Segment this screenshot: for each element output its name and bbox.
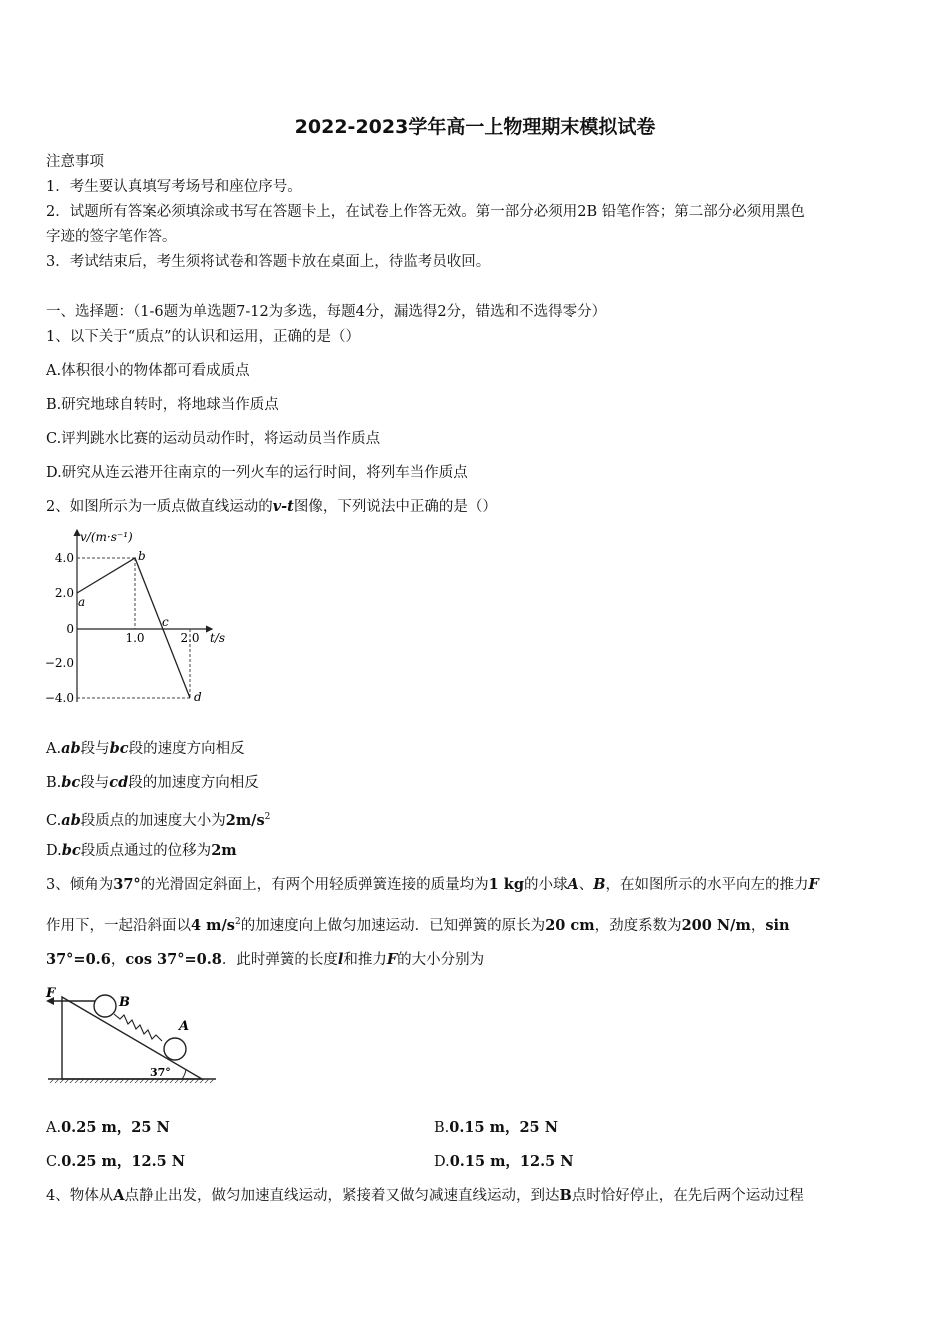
q4-stem: 4、物体从A点静止出发，做匀加速直线运动，紧接着又做匀减速直线运动，到达B点时恰好停止，在先后两个运动过程 bbox=[46, 1187, 804, 1204]
x-axis-label: t/s bbox=[210, 631, 226, 645]
ball-b-label: B bbox=[119, 995, 130, 1010]
section-heading: 一、选择题：（1-6题为单选题7-12为多选，每题4分，漏选得2分，错选和不选得零分） bbox=[46, 304, 607, 320]
q3-stem-line2: 作用下，一起沿斜面以4 $m/s^2$的加速度向上做匀加速运动．已知弹簧的原长为20 cm，劲度系数为200 N/m，sin bbox=[46, 916, 790, 934]
q2-option-c: C.ab段质点的加速度大小为$2m/s^2$ bbox=[46, 811, 271, 829]
notice-item-2-cont: 字迹的签字笔作答。 bbox=[46, 229, 177, 245]
ball-b bbox=[94, 995, 116, 1017]
x-tick-1: 1.0 bbox=[125, 631, 145, 645]
y-axis-label: v/(m·s⁻¹) bbox=[80, 530, 133, 544]
x-tick-2: 2.0 bbox=[180, 631, 200, 645]
force-label: F bbox=[46, 986, 56, 1001]
incline-block bbox=[62, 997, 202, 1079]
q3-option-a: A.0.25 m，25 N bbox=[46, 1119, 170, 1136]
q1-stem: 1、以下关于“质点”的认识和运用，正确的是（） bbox=[46, 329, 361, 345]
angle-arc bbox=[182, 1069, 186, 1079]
q2-option-d: D.bc段质点通过的位移为2m bbox=[46, 842, 237, 859]
vt-line bbox=[77, 558, 190, 698]
point-d: d bbox=[194, 690, 202, 704]
q3-stem-line3: 37°=0.6，cos 37°=0.8．此时弹簧的长度l和推力F的大小分别为 bbox=[46, 951, 485, 968]
q2-stem-post: 图像，下列说法中正确的是（） bbox=[293, 499, 497, 515]
q3-option-b: B.0.15 m，25 N bbox=[434, 1119, 558, 1136]
notice-item-2: 2．试题所有答案必须填涂或书写在答题卡上，在试卷上作答无效。第一部分必须用2B 铅笔作答；第二部分必须用黑色 bbox=[46, 204, 805, 220]
y-tick-0: 0 bbox=[66, 622, 74, 636]
y-tick-4: 4.0 bbox=[54, 551, 74, 565]
q1-option-b: B.研究地球自转时，将地球当作质点 bbox=[46, 397, 279, 413]
page-title: 2022-2023学年高一上物理期末模拟试卷 bbox=[294, 116, 656, 138]
q1-option-c: C.评判跳水比赛的运动员动作时，将运动员当作质点 bbox=[46, 431, 381, 447]
y-tick-neg2: −2.0 bbox=[44, 656, 74, 670]
notice-heading: 注意事项 bbox=[46, 154, 104, 170]
q2-option-a: A.ab段与bc段的速度方向相反 bbox=[46, 740, 245, 757]
point-c: c bbox=[162, 615, 169, 629]
point-b: b bbox=[138, 549, 146, 563]
ball-a-label: A bbox=[179, 1019, 190, 1034]
q2-stem bbox=[46, 497, 497, 517]
notice-item-1: 1．考生要认真填写考场号和座位序号。 bbox=[46, 179, 302, 195]
q1-option-d: D.研究从连云港开往南京的一列火车的运行时间，将列车当作质点 bbox=[46, 465, 468, 481]
notice-item-3: 3．考试结束后，考生须将试卷和答题卡放在桌面上，待监考员收回。 bbox=[46, 254, 491, 270]
q2-stem-var: v-t bbox=[272, 498, 294, 515]
ball-a bbox=[164, 1038, 186, 1060]
q3-option-d: D.0.15 m，12.5 N bbox=[434, 1153, 574, 1170]
angle-label: 37° bbox=[150, 1066, 171, 1079]
vt-graph bbox=[40, 522, 250, 717]
y-tick-neg4: −4.0 bbox=[44, 691, 74, 705]
q2-option-b: B.bc段与cd段的加速度方向相反 bbox=[46, 774, 259, 791]
y-tick-2: 2.0 bbox=[54, 586, 74, 600]
q3-stem-line1: 3、倾角为37°的光滑固定斜面上，有两个用轻质弹簧连接的质量均为1 kg的小球A、B，在如图所示的水平向左的推力F bbox=[46, 876, 819, 893]
spring bbox=[114, 1014, 162, 1041]
point-a: a bbox=[78, 595, 86, 609]
q1-option-a: A.体积很小的物体都可看成质点 bbox=[46, 363, 250, 379]
incline-figure bbox=[42, 985, 222, 1090]
q2-stem-pre: 2、如图所示为一质点做直线运动的 bbox=[46, 499, 273, 515]
q3-option-c: C.0.25 m，12.5 N bbox=[46, 1153, 186, 1170]
